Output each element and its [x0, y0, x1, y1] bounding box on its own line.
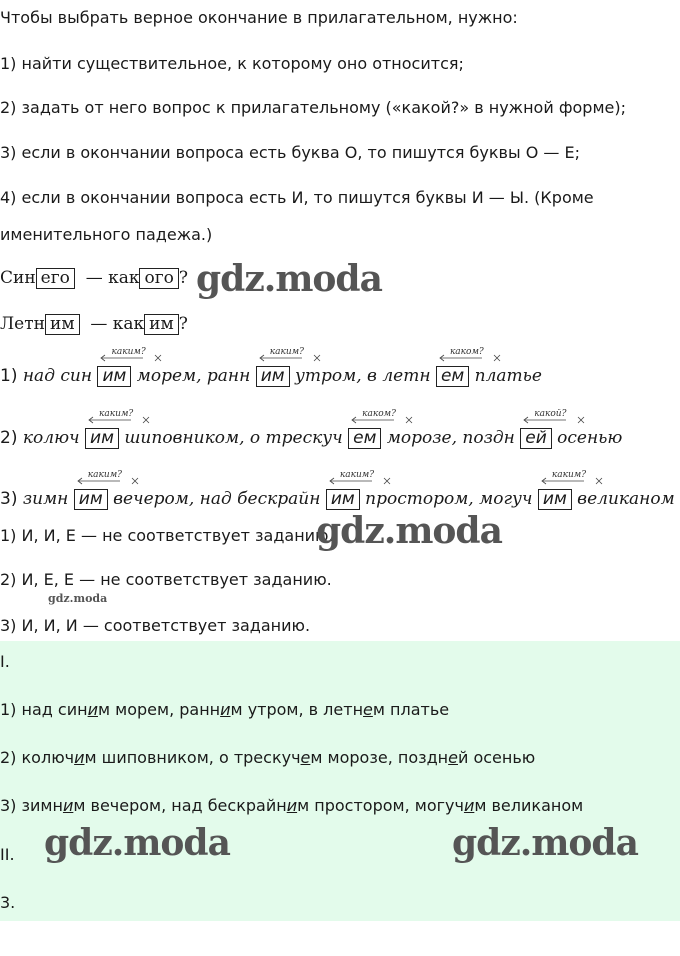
analysis-line-1: [0, 347, 542, 387]
word-stem: колюч: [22, 428, 80, 448]
word-stem: платье: [474, 366, 542, 386]
answer-text: м великаном: [474, 796, 584, 815]
ending-box: им: [538, 489, 572, 510]
ending-box: им: [97, 366, 131, 387]
question-hint: каким?: [339, 470, 375, 480]
highlighted-letter: и: [286, 796, 298, 815]
answer-text: 3) зимн: [0, 796, 63, 815]
question-hint: каком?: [362, 409, 396, 419]
answer-section-3: 3.: [0, 893, 16, 912]
analysis-line-3: [0, 470, 675, 510]
word-stem: морозе, поздн: [386, 428, 515, 448]
arrow-left-icon: [538, 475, 608, 487]
rule-4-cont: именительного падежа.): [0, 225, 213, 244]
word-stem: шиповником, о трескуч: [124, 428, 343, 448]
answer-text: й осенью: [457, 748, 536, 767]
rule-2: 2) задать от него вопрос к прилагательному («какой?» в нужной форме);: [0, 98, 626, 117]
arrow-left-icon: [256, 352, 326, 364]
arrow-left-icon: [520, 414, 590, 426]
intro-text: Чтобы выбрать верное окончание в прилагательном, нужно:: [0, 8, 518, 27]
word-stem: осенью: [557, 428, 623, 448]
question-hint: каким?: [99, 409, 134, 419]
answer-line-3: [0, 796, 583, 816]
ending-box: им: [45, 314, 80, 335]
answer-section-2: II.: [0, 845, 15, 864]
ending-box: им: [326, 489, 360, 510]
highlighted-letter: и: [87, 700, 98, 719]
ending-box: ого: [139, 268, 178, 289]
word-stem: над син: [22, 366, 93, 386]
answer-text: м платье: [372, 700, 450, 719]
rule-4: 4) если в окончании вопроса есть И, то пишутся буквы И — Ы. (Кроме: [0, 188, 594, 207]
arrow-left-icon: [85, 414, 155, 426]
line-number: 1): [0, 366, 23, 386]
answer-block: [0, 641, 680, 921]
arrow-left-icon: [97, 352, 167, 364]
word-stem: утром, в летн: [295, 366, 431, 386]
ending-box: ей: [520, 428, 552, 449]
answer-line-2: [0, 748, 535, 768]
rule-1: 1) найти существительное, к которому оно относится;: [0, 54, 464, 73]
ending-box: ем: [436, 366, 469, 387]
watermark: gdz.moda: [44, 822, 230, 864]
line-number: 2): [0, 428, 23, 448]
example-2: Летн им — как им ?: [0, 314, 188, 334]
word-stem: вечером, над бескрайн: [113, 489, 321, 509]
arrow-left-icon: [348, 414, 418, 426]
check-1: 1) И, И, Е — не соответствует заданию.: [0, 526, 334, 545]
answer-text: 1) над син: [0, 700, 88, 719]
answer-text: м простором, могуч: [297, 796, 464, 815]
word-stem: морем, ранн: [136, 366, 251, 386]
ending-box: им: [256, 366, 290, 387]
check-3: 3) И, И, И — соответствует заданию.: [0, 616, 311, 635]
arrow-left-icon: [436, 352, 506, 364]
arrow-left-icon: [326, 475, 396, 487]
question-hint: каким?: [111, 347, 146, 357]
word-stem: зимн: [22, 489, 69, 509]
highlighted-letter: е: [448, 748, 458, 767]
highlighted-letter: и: [463, 796, 475, 815]
watermark: gdz.moda: [452, 822, 638, 864]
answer-text: м морозе, поздн: [310, 748, 449, 767]
watermark-small: gdz.moda: [48, 592, 108, 605]
answer-line-1: [0, 700, 449, 720]
question-hint: какой?: [534, 409, 567, 419]
ending-box: им: [74, 489, 108, 510]
highlighted-letter: и: [220, 700, 231, 719]
rule-3: 3) если в окончании вопроса есть буква О, то пишутся буквы О — Е;: [0, 143, 580, 162]
ending-box: ем: [348, 428, 381, 449]
line-number: 3): [0, 489, 23, 509]
question-hint: каким?: [269, 347, 304, 357]
highlighted-letter: е: [300, 748, 311, 767]
watermark: gdz.moda: [196, 258, 382, 300]
highlighted-letter: и: [74, 748, 85, 767]
answer-text: 2) колюч: [0, 748, 75, 767]
example-1: Син его — как ого ?: [0, 268, 188, 288]
word-stem: простором, могуч: [365, 489, 533, 509]
question-hint: каким?: [87, 470, 122, 480]
highlighted-letter: е: [363, 700, 373, 719]
word-stem: великаном: [577, 489, 675, 509]
highlighted-letter: и: [62, 796, 74, 815]
check-2: 2) И, Е, Е — не соответствует заданию.: [0, 570, 332, 589]
answer-text: м морем, ранн: [97, 700, 221, 719]
answer-text: м шиповником, о трескуч: [84, 748, 301, 767]
answer-text: м утром, в летн: [230, 700, 364, 719]
analysis-line-2: [0, 409, 623, 449]
question-hint: каком?: [449, 347, 484, 357]
watermark: gdz.moda: [316, 510, 502, 552]
ending-box: его: [36, 268, 75, 289]
question-hint: каким?: [551, 470, 587, 480]
ending-box: им: [144, 314, 179, 335]
answer-section-1: I.: [0, 652, 10, 671]
answer-text: м вечером, над бескрайн: [73, 796, 287, 815]
ending-box: им: [85, 428, 119, 449]
arrow-left-icon: [74, 475, 144, 487]
